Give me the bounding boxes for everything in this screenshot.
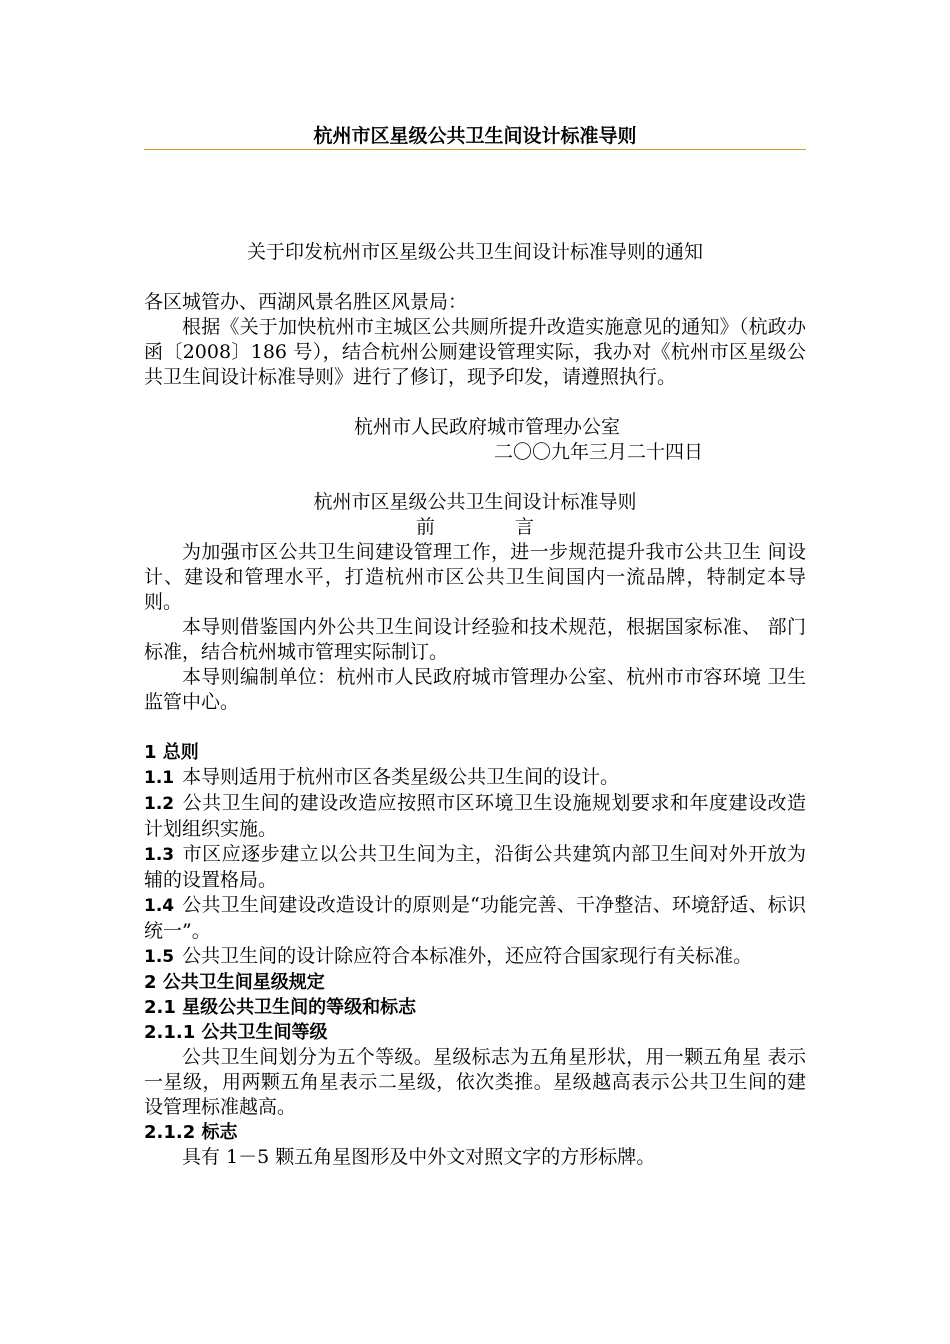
section-2-1-1-heading: 2.1.1 公共卫生间等级: [144, 1022, 328, 1043]
preface-heading: [144, 515, 806, 540]
section-2-1-2-text: 具有 1－5 颗五角星图形及中外文对照文字的方形标牌。: [182, 1146, 656, 1168]
notice-sign-office: 杭州市人民政府城市管理办公室: [354, 416, 621, 438]
notice-body: 根据《关于加快杭州市主城区公共厕所提升改造实施意见的通知》（杭政办函〔2008〕186 号），结合杭州公厕建设管理实际，我办对《杭州市区星级公共卫生间设计标准导则》进行了修订，现予印发，请遵照执行。: [144, 316, 806, 388]
spacer: [144, 390, 806, 415]
clause-item: [144, 893, 806, 944]
clause-item: [144, 765, 806, 791]
spacer: [144, 715, 806, 740]
clause-number: 1.2: [144, 794, 175, 814]
clause-item: [144, 944, 806, 970]
notice-sign-date: 二〇〇九年三月二十四日: [494, 441, 704, 463]
section-2-1-2-heading: 2.1.2 标志: [144, 1122, 238, 1143]
notice-addressee: 各区城管办、西湖风景名胜区风景局：: [144, 291, 468, 313]
preface-paragraph: 为加强市区公共卫生间建设管理工作，进一步规范提升我市公共卫生 间设计、建设和管理水平，打造杭州市区公共卫生间国内一流品牌，特制定本导则。: [144, 541, 806, 613]
guide-title: 杭州市区星级公共卫生间设计标准导则: [313, 491, 637, 513]
document-body: [144, 240, 806, 1170]
clause-number: 1.1: [144, 768, 175, 788]
clause-number: 1.4: [144, 896, 175, 916]
spacer: [144, 465, 806, 490]
clause-number: 1.3: [144, 845, 175, 865]
section-1-heading: 1 总则: [144, 742, 199, 763]
clause-text: 公共卫生间建设改造设计的原则是“功能完善、干净整洁、环境舒适、标识统一”。: [144, 894, 806, 942]
section-2-1-1-text: 公共卫生间划分为五个等级。星级标志为五角星形状，用一颗五角星 表示一星级，用两颗五角星表示二星级，依次类推。星级越高表示公共卫生间的建设管理标准越高。: [144, 1046, 806, 1118]
clause-number: 1.5: [144, 947, 175, 967]
preface-paragraph: 本导则编制单位：杭州市人民政府城市管理办公室、杭州市市容环境 卫生监管中心。: [144, 666, 806, 713]
preface-heading-char-2: 言: [515, 516, 535, 538]
clause-item: [144, 842, 806, 893]
section-2-heading: 2 公共卫生间星级规定: [144, 972, 325, 993]
page-header-title: 杭州市区星级公共卫生间设计标准导则: [313, 125, 637, 147]
clause-text: 市区应逐步建立以公共卫生间为主，沿街公共建筑内部卫生间对外开放为辅的设置格局。: [144, 843, 806, 891]
clause-item: [144, 791, 806, 842]
spacer: [144, 265, 806, 290]
section-2-1-heading: 2.1 星级公共卫生间的等级和标志: [144, 997, 417, 1018]
header-divider: [144, 149, 806, 150]
clause-text: 本导则适用于杭州市区各类星级公共卫生间的设计。: [182, 766, 620, 788]
preface-heading-char-1: 前: [415, 516, 435, 538]
notice-title: 关于印发杭州市区星级公共卫生间设计标准导则的通知: [246, 241, 703, 263]
preface-paragraph: 本导则借鉴国内外公共卫生间设计经验和技术规范，根据国家标准、 部门标准，结合杭州城市管理实际制订。: [144, 616, 806, 663]
clause-text: 公共卫生间的设计除应符合本标准外，还应符合国家现行有关标准。: [182, 945, 753, 967]
clause-text: 公共卫生间的建设改造应按照市区环境卫生设施规划要求和年度建设改造计划组织实施。: [144, 792, 806, 840]
